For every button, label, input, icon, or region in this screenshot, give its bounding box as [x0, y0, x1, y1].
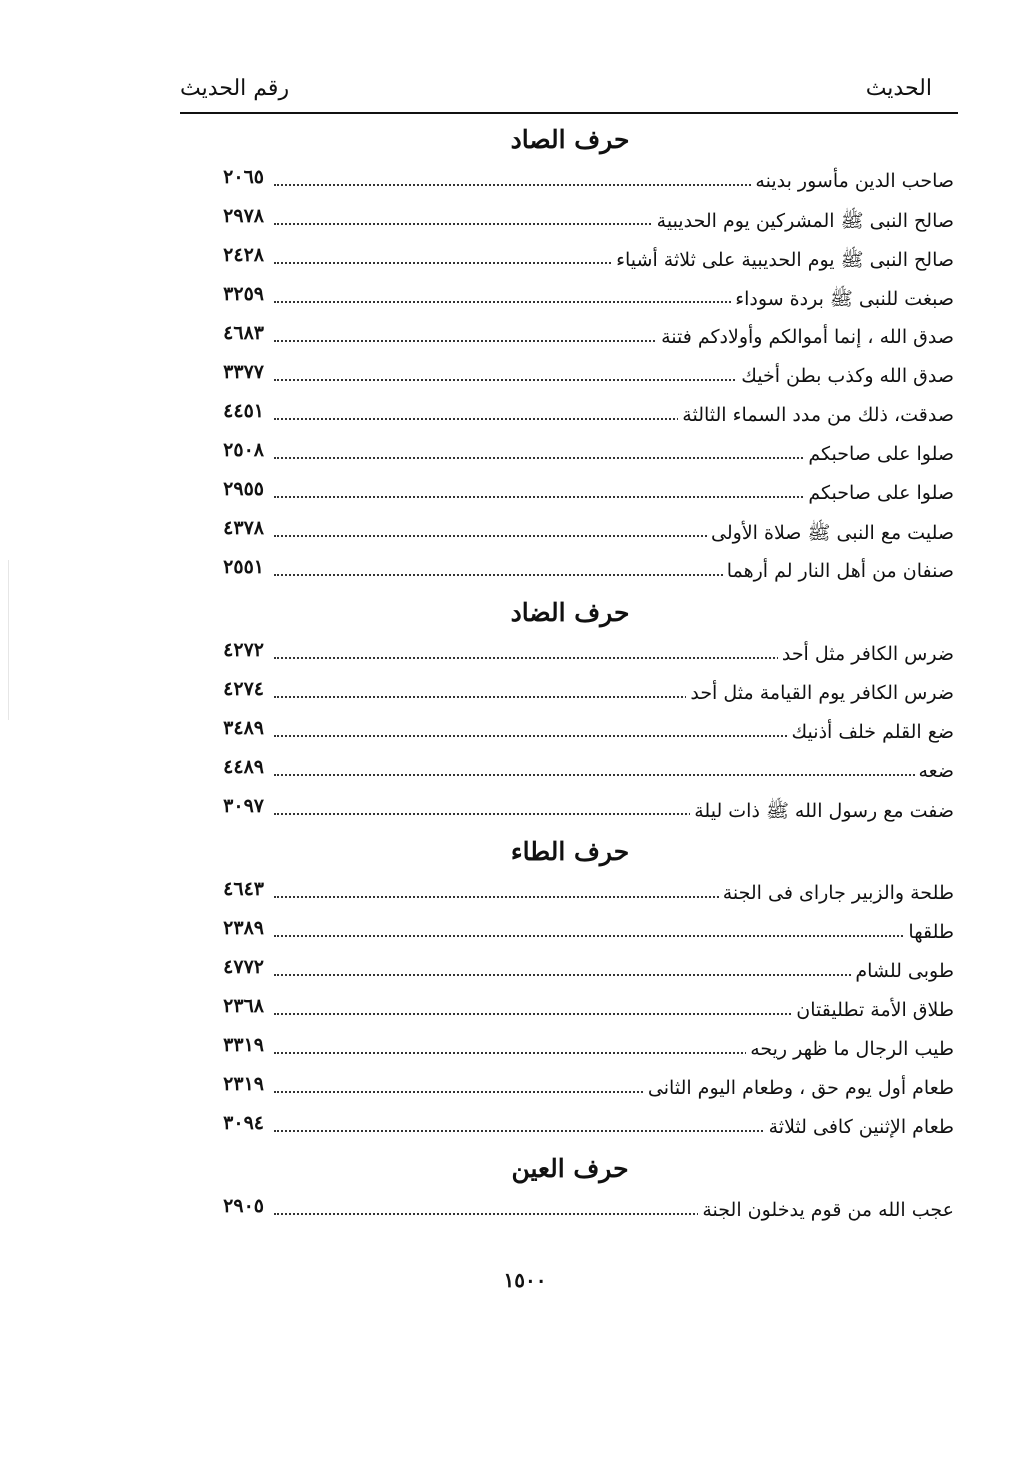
hadith-text: طوبى للشام [851, 960, 954, 982]
hadith-text: صبغت للنبى ﷺ بردة سوداء [731, 287, 954, 315]
hadith-text: ضرس الكافر يوم القيامة مثل أحد [686, 682, 954, 704]
hadith-number: ٤٤٥١ [223, 400, 264, 422]
index-entry [180, 240, 960, 279]
hadith-number: ٢٩٧٨ [223, 205, 264, 227]
scan-artifact [8, 560, 9, 720]
hadith-text: طلحة والزبير جاراى فى الجنة [719, 882, 954, 904]
hadith-number: ٤٤٨٩ [223, 756, 264, 778]
hadith-text: صدقت، ذلك من مدد السماء الثالثة [678, 404, 954, 426]
index-entry [180, 991, 960, 1030]
hadith-text: طلاق الأمة تطليقتان [792, 999, 954, 1021]
index-entry [180, 1191, 960, 1230]
index-entry [180, 1069, 960, 1108]
hadith-number: ٣٠٩٧ [223, 795, 264, 817]
index-entry [180, 1108, 960, 1147]
index-entry [180, 474, 960, 513]
index-entry [180, 913, 960, 952]
hadith-number: ٢٥٠٨ [223, 439, 264, 461]
hadith-number: ٢٣٦٨ [223, 995, 264, 1017]
section-heading: حرف الضاد [510, 598, 630, 627]
index-entry [180, 635, 960, 674]
hadith-number: ٢٩٠٥ [223, 1195, 264, 1217]
hadith-number: ٤٣٧٨ [223, 517, 264, 539]
hadith-text: صليت مع النبى ﷺ صلاة الأولى [707, 521, 954, 549]
dotted-leader [274, 774, 954, 776]
hadith-text: طعام أول يوم حق ، وطعام اليوم الثانى [644, 1077, 954, 1099]
index-entry [180, 1030, 960, 1069]
index-entry [180, 513, 960, 552]
hadith-text: طعام الإثنين كافى لثلاثة [765, 1116, 954, 1138]
hadith-number: ٢٩٥٥ [223, 478, 264, 500]
index-entry [180, 874, 960, 913]
hadith-number: ٣٣١٩ [223, 1034, 264, 1056]
dotted-leader [274, 935, 954, 937]
hadith-text: ضرس الكافر مثل أحد [778, 643, 954, 665]
hadith-text: عجب الله من قوم يدخلون الجنة [698, 1199, 954, 1221]
section-heading: حرف العين [511, 1154, 629, 1183]
hadith-number: ٤٢٧٤ [223, 678, 264, 700]
running-header [180, 72, 958, 114]
index-entry [180, 318, 960, 357]
hadith-index [180, 118, 960, 1230]
hadith-number: ٤٦٤٣ [223, 878, 264, 900]
hadith-text: صلوا على صاحبكم [804, 443, 954, 465]
hadith-text: صالح النبى ﷺ المشركين يوم الحديبية [653, 209, 954, 237]
hadith-number: ٤٧٧٢ [223, 956, 264, 978]
index-entry [180, 162, 960, 201]
hadith-number: ٣٢٥٩ [223, 283, 264, 305]
index-entry [180, 357, 960, 396]
hadith-text: صلوا على صاحبكم [804, 482, 954, 504]
hadith-text: صالح النبى ﷺ يوم الحديبية على ثلاثة أشياء [612, 248, 954, 276]
index-entry [180, 752, 960, 791]
hadith-text: طلقها [904, 921, 954, 943]
index-entry [180, 952, 960, 991]
hadith-number: ٣٤٨٩ [223, 717, 264, 739]
hadith-text: طيب الرجال ما ظهر ريحه [746, 1038, 954, 1060]
hadith-text: صاحب الدين مأسور بدينه [751, 170, 954, 192]
hadith-text: ضع القلم خلف أذنيك [788, 721, 954, 743]
index-entry [180, 279, 960, 318]
section-heading: حرف الصاد [510, 125, 630, 154]
index-entry [180, 791, 960, 830]
hadith-text: صدق الله ، إنما أموالكم وأولادكم فتنة [657, 326, 954, 348]
hadith-text: صنفان من أهل النار لم أرهما [723, 560, 954, 582]
hadith-number: ٣٠٩٤ [223, 1112, 264, 1134]
hadith-number: ٤٦٨٣ [223, 322, 264, 344]
header-hadith-title: الحديث [865, 76, 932, 101]
index-entry [180, 201, 960, 240]
section-heading: حرف الطاء [510, 837, 630, 866]
header-hadith-number-title: رقم الحديث [180, 76, 290, 101]
index-entry [180, 674, 960, 713]
hadith-text: ضفت مع رسول الله ﷺ ذات ليلة [690, 799, 954, 827]
hadith-number: ٢٣١٩ [223, 1073, 264, 1095]
index-entry [180, 552, 960, 591]
hadith-number: ٣٣٧٧ [223, 361, 264, 383]
hadith-number: ٢٣٨٩ [223, 917, 264, 939]
index-entry [180, 713, 960, 752]
index-entry [180, 396, 960, 435]
hadith-text: صدق الله وكذب بطن أخيك [737, 365, 954, 387]
hadith-number: ٢٥٥١ [223, 556, 264, 578]
index-entry [180, 435, 960, 474]
hadith-number: ٤٢٧٢ [223, 639, 264, 661]
hadith-text: ضعه [915, 760, 955, 782]
hadith-number: ٢٤٢٨ [223, 244, 264, 266]
page-number: ١٥٠٠ [503, 1268, 547, 1292]
hadith-number: ٢٠٦٥ [223, 166, 264, 188]
